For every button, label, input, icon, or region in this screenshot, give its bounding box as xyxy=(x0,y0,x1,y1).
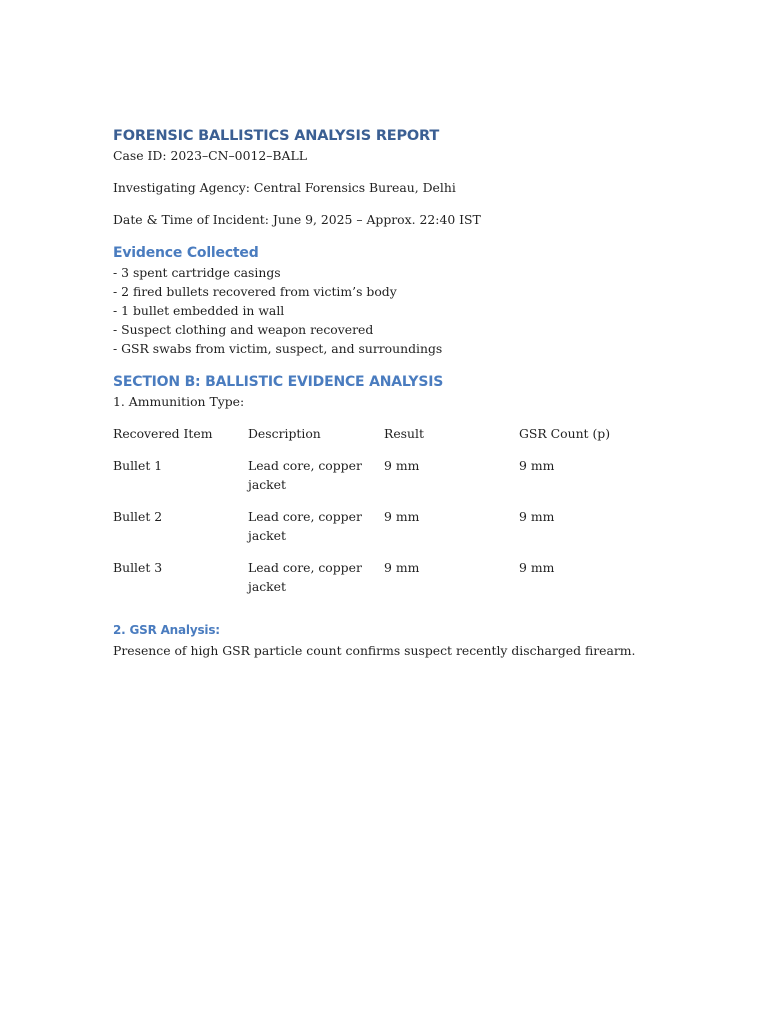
list-item: - Suspect clothing and weapon recovered xyxy=(113,322,374,337)
table-row xyxy=(113,456,653,494)
evidence-list xyxy=(113,263,673,358)
ammunition-label: 1. Ammunition Type: xyxy=(113,394,245,409)
header-description: Description xyxy=(248,426,321,441)
list-item: - 2 fired bullets recovered from victim’s body xyxy=(113,284,397,299)
report-title: FORENSIC BALLISTICS ANALYSIS REPORT xyxy=(113,128,440,144)
header-gsr-count: GSR Count (p) xyxy=(519,426,611,441)
cell-description: Lead core, copper jacket xyxy=(248,458,362,492)
cell-result: 9 mm xyxy=(384,509,420,524)
gsr-analysis-heading: 2. GSR Analysis: xyxy=(113,623,220,637)
incident-datetime: Date & Time of Incident: June 9, 2025 – Approx. 22:40 IST xyxy=(113,212,481,227)
header-result: Result xyxy=(384,426,424,441)
cell-description: Lead core, copper jacket xyxy=(248,509,362,543)
section-b-heading: SECTION B: BALLISTIC EVIDENCE ANALYSIS xyxy=(113,374,444,390)
list-item: - GSR swabs from victim, suspect, and surroundings xyxy=(113,341,443,356)
list-item: - 3 spent cartridge casings xyxy=(113,265,281,280)
document-page xyxy=(113,126,673,660)
ammunition-table xyxy=(113,424,653,596)
case-id: Case ID: 2023–CN–0012–BALL xyxy=(113,148,307,163)
cell-item: Bullet 1 xyxy=(113,458,163,473)
cell-item: Bullet 2 xyxy=(113,509,163,524)
cell-item: Bullet 3 xyxy=(113,560,163,575)
cell-result: 9 mm xyxy=(384,560,420,575)
header-recovered-item: Recovered Item xyxy=(113,426,213,441)
table-header-row xyxy=(113,424,653,443)
evidence-heading: Evidence Collected xyxy=(113,245,259,261)
cell-gsr-count: 9 mm xyxy=(519,560,555,575)
gsr-analysis-text: Presence of high GSR particle count confirms suspect recently discharged firearm. xyxy=(113,643,636,658)
investigating-agency: Investigating Agency: Central Forensics Bureau, Delhi xyxy=(113,180,456,195)
table-row xyxy=(113,558,653,596)
cell-gsr-count: 9 mm xyxy=(519,509,555,524)
list-item: - 1 bullet embedded in wall xyxy=(113,303,285,318)
table-row xyxy=(113,507,653,545)
cell-result: 9 mm xyxy=(384,458,420,473)
cell-description: Lead core, copper jacket xyxy=(248,560,362,594)
cell-gsr-count: 9 mm xyxy=(519,458,555,473)
